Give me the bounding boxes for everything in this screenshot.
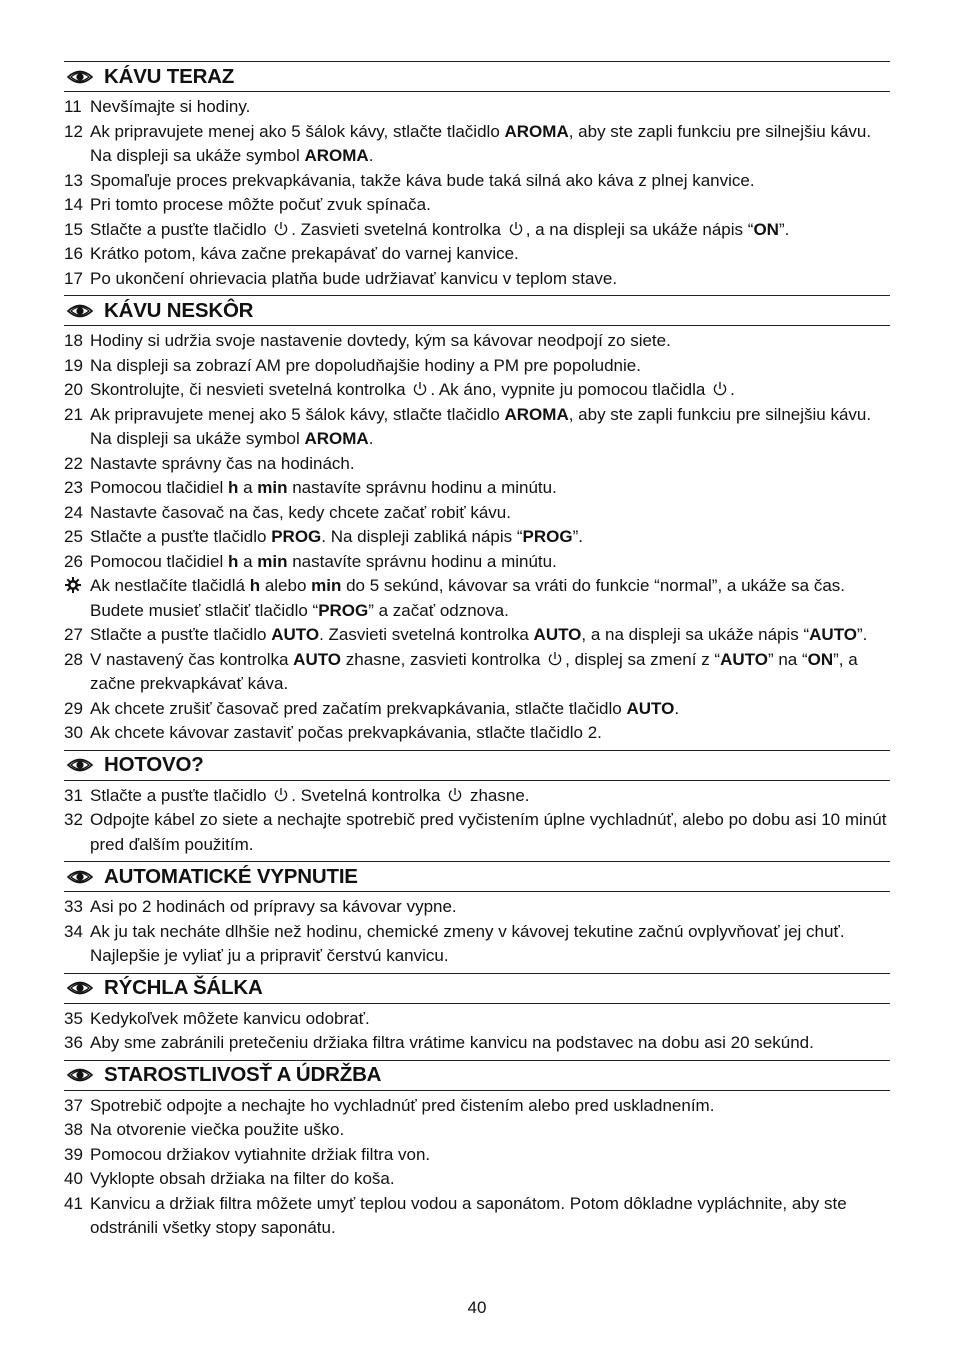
item-number: 20 [64,380,83,399]
section-heading [64,861,890,892]
item-number: 40 [64,1169,83,1188]
item-text: Stlačte a pusťte tlačidlo . Svetelná kontrolka zhasne. [90,785,530,805]
item-number: 19 [64,355,83,375]
item-text: Pomocou držiakov vytiahnite držiak filtra von. [90,1144,431,1164]
item-text: Aby sme zabránili pretečeniu držiaka filtra vrátime kanvicu na podstavec na dobu asi 20 sekúnd. [90,1033,814,1052]
item-text: Spotrebič odpojte a nechajte ho vychladnúť pred čistením alebo pred uskladnením. [90,1095,715,1115]
section-title: HOTOVO? [104,753,204,776]
list-item [64,193,890,218]
item-number: 33 [64,897,83,916]
item-text: Nastavte správny čas na hodinách. [90,453,355,473]
list-item [64,169,890,194]
item-text: Odpojte kábel zo siete a nechajte spotrebič pred vyčistením úplne vychladnúť, alebo po dobu asi 10 minút pred ďalším použitím. [90,810,887,854]
item-text: Nevšímajte si hodiny. [90,97,251,116]
list-item [64,95,890,120]
item-number: 25 [64,527,83,546]
power-icon [412,381,428,397]
list-item [64,1094,890,1119]
item-number: 23 [64,478,83,497]
item-number: 11 [64,97,82,116]
item-number: 13 [64,170,83,190]
item-text: Skontrolujte, či nesvieti svetelná kontrolka . Ak áno, vypnite ju pomocou tlačidla . [90,380,735,399]
section-title: STAROSTLIVOSŤ A ÚDRŽBA [104,1063,382,1086]
list-item [64,1007,890,1032]
section-title: RÝCHLA ŠÁLKA [104,976,263,999]
item-number: 27 [64,625,83,644]
section [64,750,890,858]
power-icon [547,651,563,667]
list-item [64,808,890,857]
item-number: 41 [64,1193,83,1213]
item-text: V nastavený čas kontrolka AUTO zhasne, zasvieti kontrolka , displej sa zmení z “AUTO” na “ON”, a začne prekvapkávať káva. [90,649,858,693]
item-number: 22 [64,453,83,473]
list-item [64,403,890,452]
list-item [64,1118,890,1143]
list-item [64,525,890,550]
section-heading [64,750,890,781]
gear-icon [64,576,82,594]
section-heading [64,1060,890,1091]
item-number: 16 [64,244,83,263]
section-title: KÁVU TERAZ [104,64,235,88]
list-item [64,354,890,379]
eye-icon [66,68,94,86]
eye-icon [66,302,94,320]
item-text: Na otvorenie viečka použite uško. [90,1120,345,1139]
section [64,61,890,291]
list-item [64,378,890,403]
item-text: Stlačte a pusťte tlačidlo . Zasvieti svetelná kontrolka , a na displeji sa ukáže nápis “ON”. [90,219,790,239]
list-item [64,329,890,354]
eye-icon [66,868,94,886]
power-icon [712,381,728,397]
power-icon [273,221,289,237]
power-icon [447,787,463,803]
section-heading [64,61,890,92]
item-number: 32 [64,810,83,829]
item-number: 15 [64,219,83,239]
item-number: 14 [64,195,83,214]
list-item [64,1143,890,1168]
item-text: Pri tomto procese môžte počuť zvuk spínača. [90,195,431,214]
item-number: 39 [64,1144,83,1164]
item-text: Stlačte a pusťte tlačidlo PROG. Na displeji zabliká nápis “PROG”. [90,527,583,546]
list-item [64,242,890,267]
list-item [64,501,890,526]
list-item [64,120,890,169]
item-text: Ak chcete kávovar zastaviť počas prekvapkávania, stlačte tlačidlo 2. [90,723,602,742]
item-number: 26 [64,551,83,571]
item-number: 37 [64,1095,83,1115]
list-item [64,1031,890,1056]
list-item [64,784,890,809]
section-title: AUTOMATICKÉ VYPNUTIE [104,864,358,888]
power-icon [273,787,289,803]
item-number: 38 [64,1120,83,1139]
page-number: 40 [467,1298,487,1317]
list-item [64,1192,890,1241]
list-item [64,267,890,292]
item-number [64,574,90,623]
list-item [64,895,890,920]
item-text: Ak ju tak necháte dlhšie než hodinu, chemické zmeny v kávovej tekutine začnú ovplyvňovať jej chuť. Najlepšie je vyliať ju a pripraviť čerstvú kanvicu. [90,921,845,965]
item-text: Pomocou tlačidiel h a min nastavíte správnu hodinu a minútu. [90,478,557,497]
item-number: 36 [64,1033,83,1052]
power-icon [508,221,524,237]
item-text: Ak pripravujete menej ako 5 šálok kávy, stlačte tlačidlo AROMA, aby ste zapli funkciu pre silnejšiu kávu. Na displeji sa ukáže symbol AROMA. [90,121,872,165]
item-number: 35 [64,1008,83,1028]
section-title: KÁVU NESKÔR [104,298,254,322]
list-item [64,1167,890,1192]
item-text: Kanvicu a držiak filtra môžete umyť teplou vodou a saponátom. Potom dôkladne vypláchnite, aby ste odstránili všetky stopy saponátu. [90,1193,847,1237]
eye-icon [66,756,94,774]
section [64,1060,890,1241]
item-text: Spomaľuje proces prekvapkávania, takže káva bude taká silná ako káva z plnej kanvice. [90,170,755,190]
list-item [64,218,890,243]
list-item [64,920,890,969]
list-item [64,697,890,722]
item-number: 24 [64,502,83,522]
section [64,861,890,969]
item-text: Krátko potom, káva začne prekapávať do varnej kanvice. [90,244,519,263]
item-number: 34 [64,921,83,941]
item-text: Na displeji sa zobrazí AM pre dopoludňajšie hodiny a PM pre popoludnie. [90,355,641,375]
item-number: 29 [64,698,83,718]
item-text: Ak nestlačíte tlačidlá h alebo min do 5 sekúnd, kávovar sa vráti do funkcie “normal”, a ukáže sa čas. Budete musieť stlačiť tlačidlo “PROG” a začať odznova. [90,576,846,620]
list-item [64,476,890,501]
item-number: 17 [64,268,83,288]
item-number: 31 [64,785,83,805]
item-text: Po ukončení ohrievacia platňa bude udržiavať kanvicu v teplom stave. [90,268,618,288]
item-text: Kedykoľvek môžete kanvicu odobrať. [90,1008,370,1028]
item-number: 28 [64,649,83,669]
item-number: 30 [64,723,83,742]
item-text: Vyklopte obsah držiaka na filter do koša. [90,1169,395,1188]
item-text: Asi po 2 hodinách od prípravy sa kávovar vypne. [90,897,457,916]
item-text: Ak chcete zrušiť časovač pred začatím prekvapkávania, stlačte tlačidlo AUTO. [90,698,680,718]
list-item [64,623,890,648]
item-text: Pomocou tlačidiel h a min nastavíte správnu hodinu a minútu. [90,551,557,571]
item-text: Hodiny si udržia svoje nastavenie dovtedy, kým sa kávovar neodpojí zo siete. [90,331,671,350]
eye-icon [66,979,94,997]
item-text: Nastavte časovač na čas, kedy chcete začať robiť kávu. [90,502,511,522]
list-item [64,550,890,575]
list-item [64,648,890,697]
section-heading [64,973,890,1004]
item-number: 12 [64,121,83,141]
list-item [64,721,890,746]
eye-icon [66,1066,94,1084]
item-number: 21 [64,404,83,424]
item-number: 18 [64,331,83,350]
list-item [64,452,890,477]
section [64,295,890,746]
section-heading [64,295,890,326]
item-text: Ak pripravujete menej ako 5 šálok kávy, stlačte tlačidlo AROMA, aby ste zapli funkciu pre silnejšiu kávu. Na displeji sa ukáže symbol AROMA. [90,404,872,448]
item-text: Stlačte a pusťte tlačidlo AUTO. Zasvieti svetelná kontrolka AUTO, a na displeji sa ukáže nápis “AUTO”. [90,625,868,644]
section [64,973,890,1056]
list-item [64,574,890,623]
document-page [64,61,890,1245]
